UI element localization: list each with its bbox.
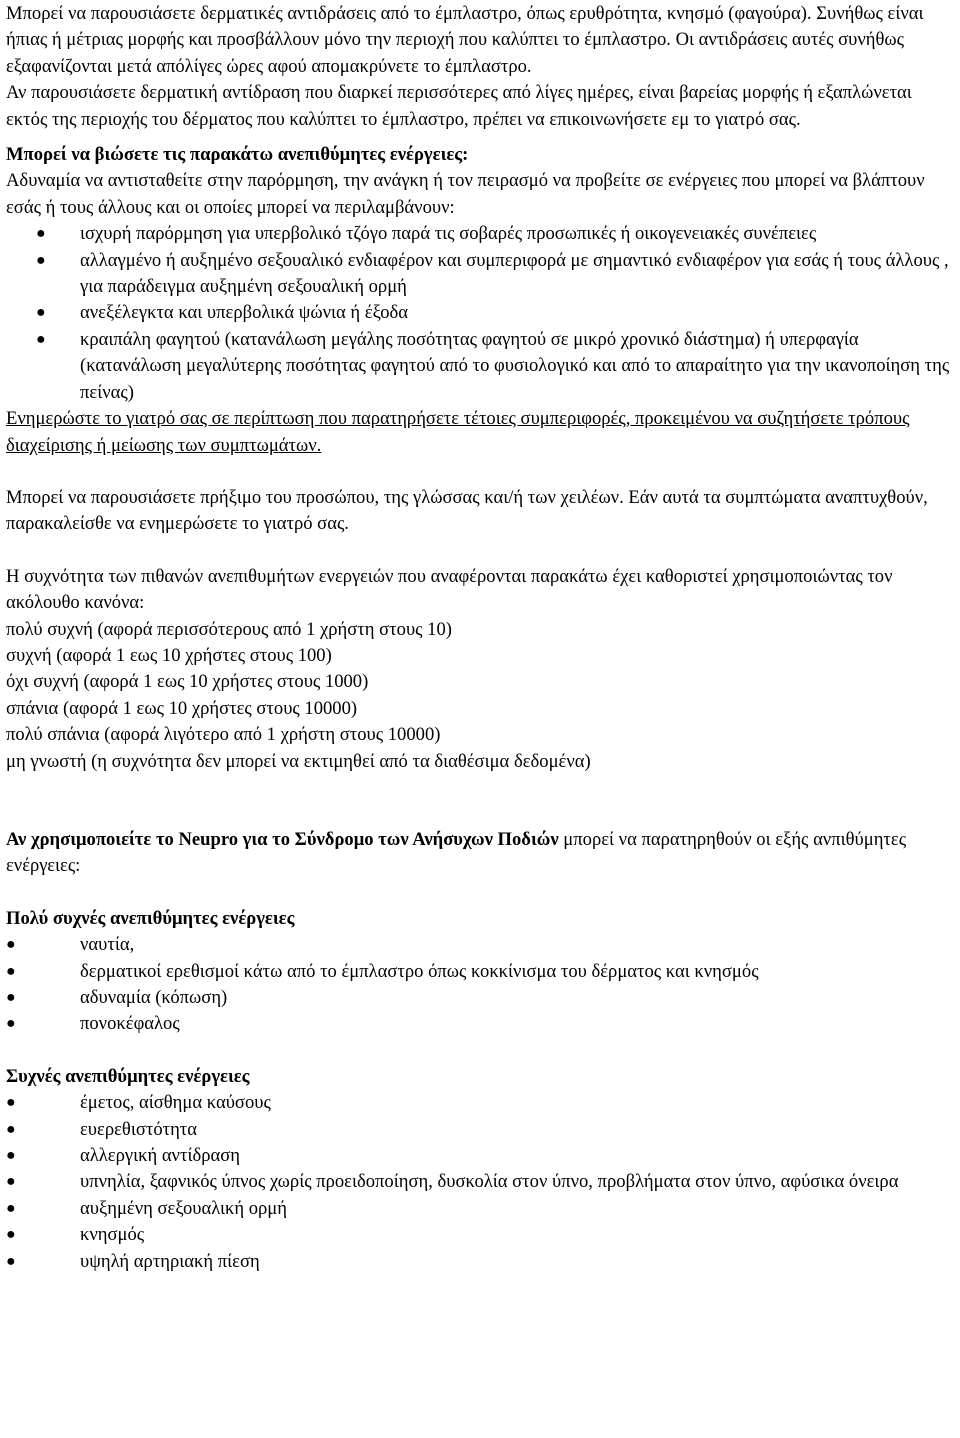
very-common-heading: Πολύ συχνές ανεπιθύμητες ενέργειες	[6, 907, 295, 929]
list-item	[6, 248, 954, 301]
list-item	[6, 1011, 954, 1037]
very-common-list	[6, 932, 954, 1038]
list-item-text: ευερεθιστότητα	[80, 1118, 198, 1140]
list-item-text: υψηλή αρτηριακή πίεση	[80, 1250, 260, 1272]
bullet-dot-icon: ●	[36, 225, 46, 243]
bullet-dot-icon: ●	[6, 989, 16, 1006]
impulse-list	[6, 221, 954, 406]
frequency-intro: Η συχνότητα των πιθανών ανεπιθυμήτων ενεργειών που αναφέρονται παρακάτω έχει καθοριστεί χρησιμοποιώντας τον ακόλουθο κανόνα:	[6, 565, 893, 614]
list-item-text: αδυναμία (κόπωση)	[80, 987, 228, 1008]
swelling-paragraph: Μπορεί να παρουσιάσετε πρήξιμο του προσώπου, της γλώσσας και/ή των χειλέων. Εάν αυτά τα συμπτώματα αναπτυχθούν, παρακαλείσθε να ενημερώσετε το γιατρό σας.	[6, 486, 928, 535]
list-item-text: αλλεργική αντίδραση	[80, 1145, 240, 1167]
list-item-text: υπνηλία, ξαφνικός ύπνος χωρίς προειδοποίηση, δυσκολία στον ύπνο, προβλήματα στον ύπνο, αφύσικα όνειρα	[80, 1171, 899, 1193]
rls-intro	[6, 827, 954, 880]
impulse-notice: Ενημερώστε το γιατρό σας σε περίπτωση που παρατηρήσετε τέτοιες συμπεριφορές, προκειμένου να συζητήσετε τρόπους διαχείρισης ή μείωσης των συμπτωμάτων.	[6, 408, 910, 456]
bullet-dot-icon: ●	[6, 1199, 16, 1217]
bullet-dot-icon: ●	[36, 251, 46, 269]
list-item	[6, 327, 954, 406]
rls-intro-bold: Αν χρησιμοποιείτε το Neupro για το Σύνδρομο των Ανήσυχων Ποδιών	[6, 828, 559, 850]
list-item	[6, 1222, 954, 1248]
frequency-rule: συχνή (αφορά 1 εως 10 χρήστες στους 100)	[6, 644, 332, 666]
list-item	[6, 1143, 954, 1169]
list-item-text: έμετος, αίσθημα καύσους	[80, 1092, 271, 1114]
list-item	[6, 932, 954, 958]
list-item-text: αυξημένη σεξουαλική ορμή	[80, 1197, 287, 1219]
frequency-rules	[6, 617, 954, 775]
frequency-rule: πολύ σπάνια (αφορά λιγότερο από 1 χρήστη στους 10000)	[6, 724, 441, 746]
bullet-dot-icon: ●	[6, 1226, 16, 1244]
intro-paragraph-2: Αν παρουσιάσετε δερματική αντίδραση που διαρκεί περισσότερες από λίγες ημέρες, είναι βαρείας μορφής ή εξαπλώνεται εκτός της περιοχής του δέρματος που καλύπτει το έμπλαστρο, πρέπει να επικοινωνήσετε εμ το γιατρό σας.	[6, 82, 912, 130]
frequency-rule: μη γνωστή (η συχνότητα δεν μπορεί να εκτιμηθεί από τα διαθέσιμα δεδομένα)	[6, 750, 591, 772]
list-item-text: ισχυρή παρόρμηση για υπερβολικό τζόγο παρά τις σοβαρές προσωπικές ή οικογενειακές συνέπειες	[80, 223, 817, 245]
list-item	[6, 1196, 954, 1222]
list-item	[6, 959, 954, 985]
list-item	[6, 985, 954, 1011]
list-item-text: ναυτία,	[80, 934, 135, 956]
list-item-text: αλλαγμένο ή αυξημένο σεξουαλικό ενδιαφέρον και συμπεριφορά με σημαντικό ενδιαφέρον για εσάς ή τους άλλους , για παράδειγμα αυξημένη σεξουαλική ορμή	[80, 249, 949, 298]
bullet-dot-icon: ●	[6, 936, 16, 954]
list-item-text: δερματικοί ερεθισμοί κάτω από το έμπλαστρο όπως κοκκίνισμα του δέρματος και κνησμός	[80, 960, 759, 982]
bullet-dot-icon: ●	[6, 1252, 16, 1270]
list-item-text: κνησμός	[80, 1224, 145, 1246]
list-item	[6, 1169, 954, 1195]
bullet-dot-icon: ●	[6, 1015, 16, 1033]
common-heading: Συχνές ανεπιθύμητες ενέργειες	[6, 1065, 250, 1087]
bullet-dot-icon: ●	[6, 1147, 16, 1165]
list-item-text: ανεξέλεγκτα και υπερβολικά ψώνια ή έξοδα	[80, 302, 409, 324]
bullet-dot-icon: ●	[6, 1120, 16, 1138]
impulse-intro: Αδυναμία να αντισταθείτε στην παρόρμηση, την ανάγκη ή τον πειρασμό να προβείτε σε ενέργειες που μπορεί να βλάπτουν εσάς ή τους άλλους και οι οποίες μπορεί να περιλαμβάνουν:	[6, 170, 925, 218]
frequency-rule: πολύ συχνή (αφορά περισσότερους από 1 χρήστη στους 10)	[6, 618, 452, 640]
list-item	[6, 1249, 954, 1275]
list-item-text: κραιπάλη φαγητού (κατανάλωση μεγάλης ποσότητας φαγητού σε μικρό χρονικό διάστημα) ή υπερφαγία (κατανάλωση μεγαλύτερης ποσότητας φαγητού από το φυσιολογικό και από το απαραίτητο για την ικανοποίηση της πείνας)	[80, 328, 950, 403]
frequency-rule: όχι συχνή (αφορά 1 εως 10 χρήστες στους 1000)	[6, 671, 369, 693]
bullet-dot-icon: ●	[6, 1094, 16, 1112]
impulse-heading: Μπορεί να βιώσετε τις παρακάτω ανεπιθύμητες ενέργειες:	[6, 144, 469, 166]
list-item	[6, 300, 954, 326]
bullet-dot-icon: ●	[6, 962, 16, 980]
list-item	[6, 1090, 954, 1116]
frequency-rule: σπάνια (αφορά 1 εως 10 χρήστες στους 10000)	[6, 697, 358, 719]
list-item	[6, 1117, 954, 1143]
common-list	[6, 1090, 954, 1275]
list-item-text: πονοκέφαλος	[80, 1013, 180, 1035]
rls-intro-rest: μπορεί να παρατηρηθούν οι εξής ανπιθύμητες ενέργειες:	[6, 828, 907, 877]
bullet-dot-icon: ●	[36, 304, 46, 322]
intro-paragraph-1: Μπορεί να παρουσιάσετε δερματικές αντιδράσεις από το έμπλαστρο, όπως ερυθρότητα, κνησμό (φαγούρα). Συνήθως είναι ήπιας ή μέτριας μορφής και προσβάλλουν μόνο την περιοχή που καλύπτει το έμπλαστρο. Οι αντιδράσεις αυτές συνήθως εξαφανίζονται μετά απόλίγες ώρες αφού απομακρύνετε το έμπλαστρο.	[6, 3, 924, 77]
bullet-dot-icon: ●	[36, 330, 46, 348]
bullet-dot-icon: ●	[6, 1173, 16, 1191]
list-item	[6, 221, 954, 247]
